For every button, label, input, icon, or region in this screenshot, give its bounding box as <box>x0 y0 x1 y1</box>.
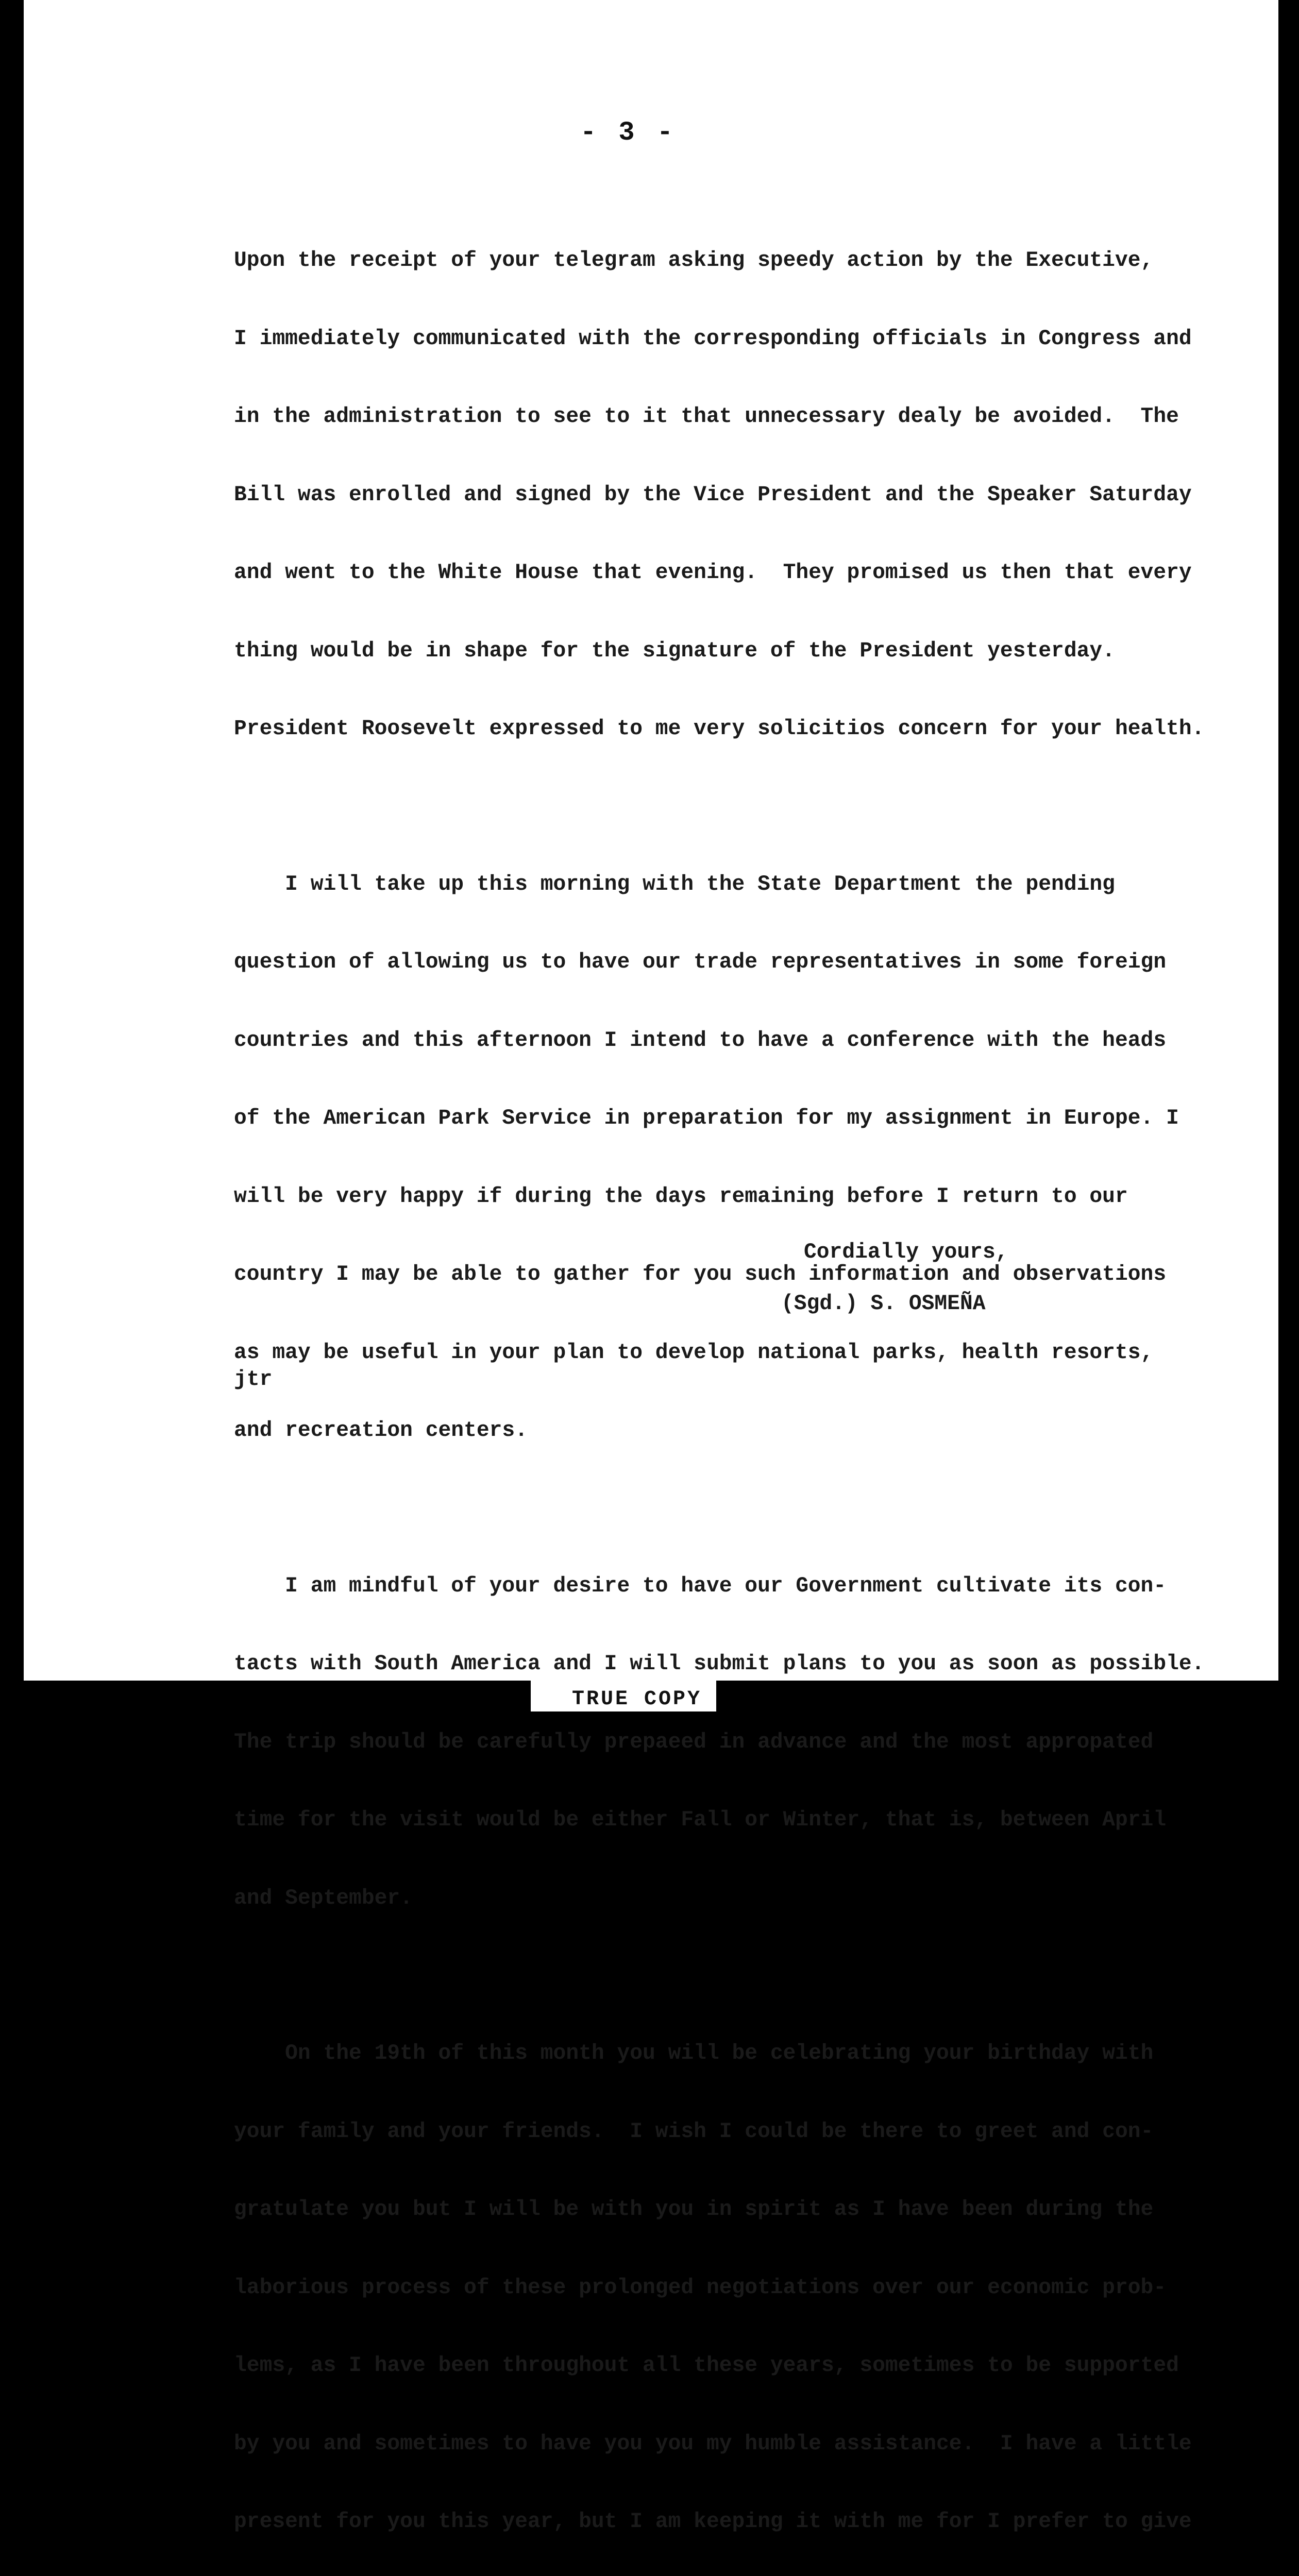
text-line: by you and sometimes to have you you my humble assistance. I have a little <box>234 2432 1192 2456</box>
text-line: as may be useful in your plan to develop national parks, health resorts, <box>234 1341 1154 1365</box>
text-line: will be very happy if during the days remaining before I return to our <box>234 1184 1128 1209</box>
text-line: of the American Park Service in preparation for my assignment in Europe. I <box>234 1107 1179 1130</box>
paragraph-2 <box>234 820 1234 1496</box>
text-line: thing would be in shape for the signature of the President yesterday. <box>234 639 1115 663</box>
text-line: country I may be able to gather for you such information and observations <box>234 1263 1167 1286</box>
paragraph-3 <box>234 1521 1234 1964</box>
letter-body <box>234 196 1234 2576</box>
text-line: laborious process of these prolonged negotiations over our economic prob- <box>234 2276 1167 2300</box>
text-line: present for you this year, but I am keeping it with me for I prefer to give <box>234 2510 1192 2534</box>
text-line: time for the visit would be either Fall or Winter, that is, between April <box>234 1808 1167 1832</box>
text-line: I am mindful of your desire to have our Government cultivate its con- <box>234 1574 1167 1598</box>
signature: (Sgd.) S. OSMEÑA <box>781 1292 986 1316</box>
true-copy-stamp-text: TRUE COPY <box>572 1688 702 1711</box>
text-line: Bill was enrolled and signed by the Vice President and the Speaker Saturday <box>234 483 1192 507</box>
text-line: and went to the White House that evening. They promised us then that every <box>234 561 1192 585</box>
text-line: gratulate you but I will be with you in spirit as I have been during the <box>234 2198 1154 2222</box>
text-line: Upon the receipt of your telegram asking speedy action by the Executive, <box>234 249 1154 273</box>
paragraph-1 <box>234 196 1234 794</box>
text-line: question of allowing us to have our trade representatives in some foreign <box>234 951 1167 974</box>
text-line: in the administration to see to it that unnecessary dealy be avoided. The <box>234 405 1179 429</box>
text-line: lems, as I have been throughout all these years, sometimes to be supported <box>234 2354 1179 2378</box>
text-line: I immediately communicated with the corresponding officials in Congress and <box>234 327 1192 351</box>
text-line: countries and this afternoon I intend to have a conference with the heads <box>234 1028 1167 1053</box>
typist-initials: jtr <box>234 1368 273 1392</box>
text-line: I will take up this morning with the State Department the pending <box>234 872 1115 896</box>
text-line: On the 19th of this month you will be celebrating your birthday with <box>234 2042 1154 2065</box>
text-line: tacts with South America and I will submit plans to you as soon as possible. <box>234 1652 1205 1676</box>
text-line: your family and your friends. I wish I could be there to greet and con- <box>234 2120 1154 2144</box>
text-line: and recreation centers. <box>234 1419 528 1443</box>
true-copy-stamp <box>531 1681 716 1711</box>
paragraph-4 <box>234 1989 1234 2576</box>
text-line: President Roosevelt expressed to me very solicitios concern for your health. <box>234 717 1205 741</box>
text-line: and September. <box>234 1886 413 1910</box>
text-line: The trip should be carefully prepaeed in advance and the most appropated <box>234 1730 1154 1754</box>
complimentary-close: Cordially yours, <box>804 1241 1008 1264</box>
page-number: - 3 - <box>580 117 677 148</box>
